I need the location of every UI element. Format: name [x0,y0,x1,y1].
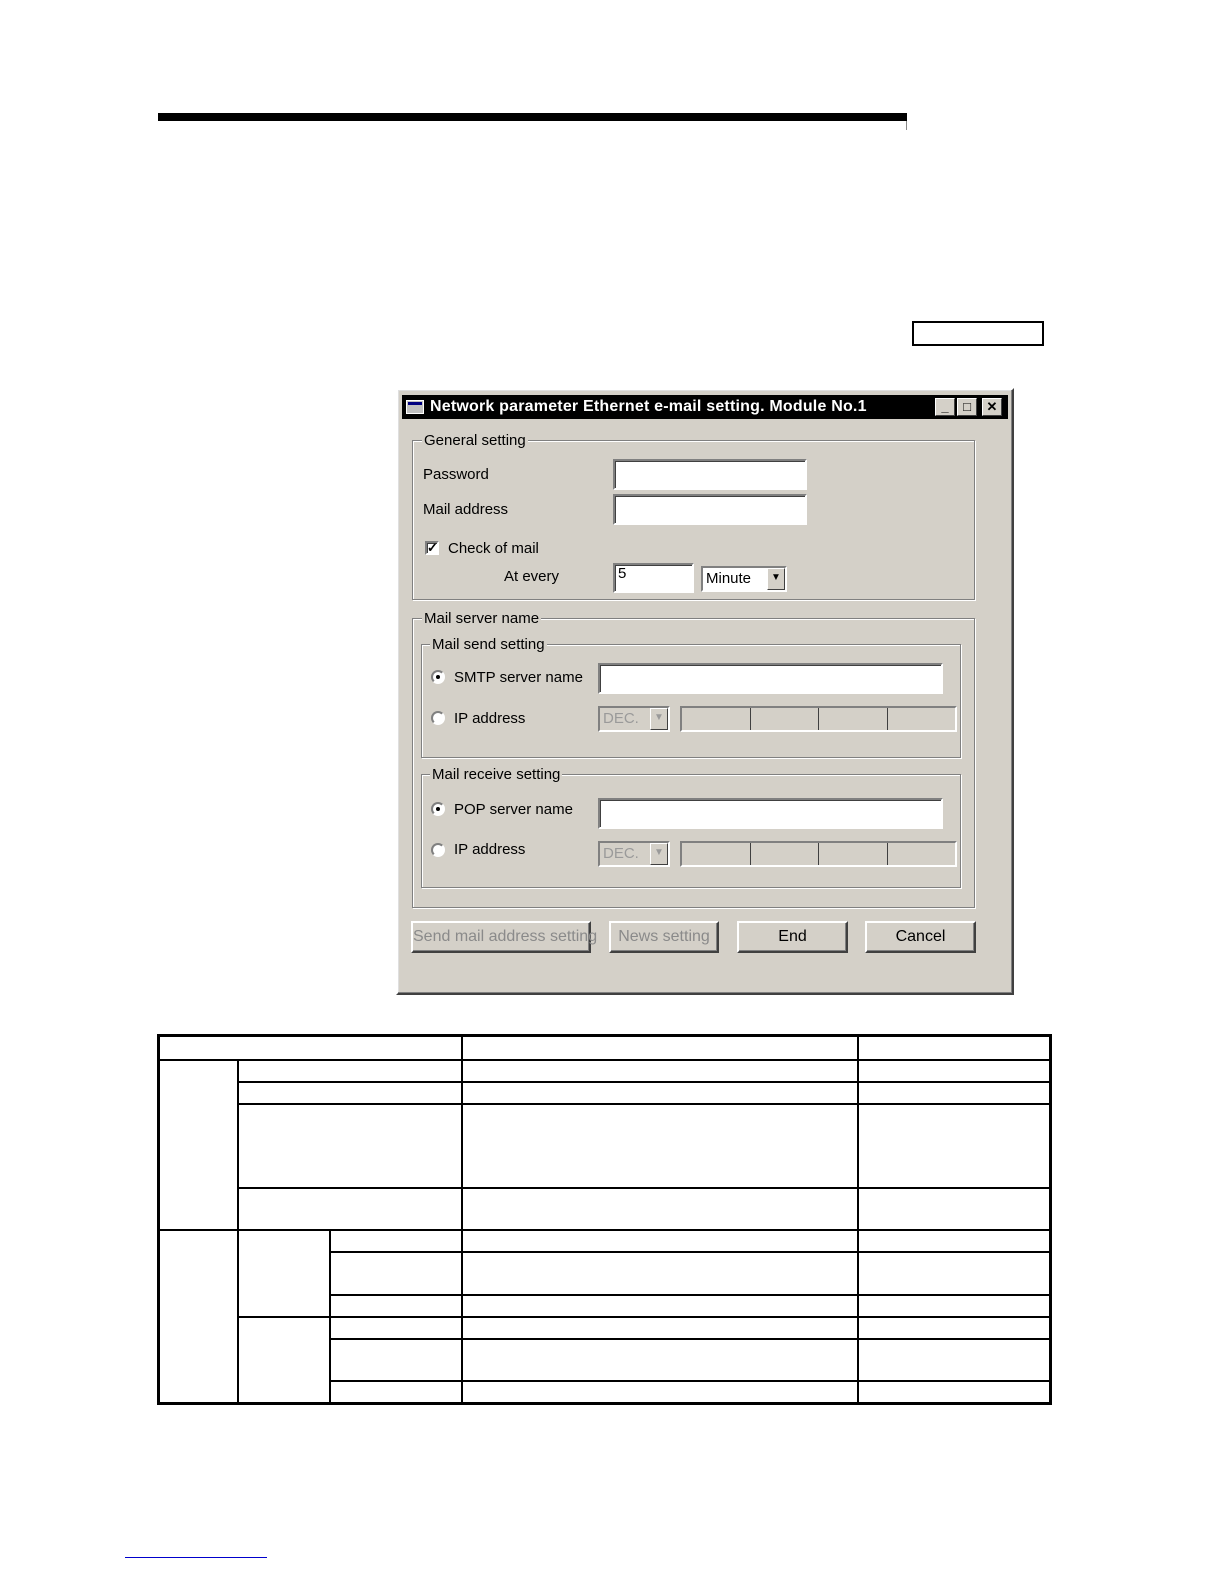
pop-server-label: POP server name [454,801,573,818]
smtp-server-field[interactable] [598,663,943,694]
chevron-down-icon[interactable]: ▼ [767,568,785,590]
table-col-line [857,1037,859,1402]
cancel-button[interactable]: Cancel [865,921,976,953]
ip-octet-1 [682,708,751,730]
mail-address-label: Mail address [423,501,509,518]
table-row-line [329,1338,1049,1340]
footer-link-underline [125,1557,267,1558]
maximize-button[interactable]: □ [957,398,977,416]
table-row-line [237,1103,1049,1105]
mail-send-setting-group [421,644,961,758]
at-every-label: At every [504,568,560,585]
smtp-server-label: SMTP server name [454,669,583,686]
ip-octet-4 [888,843,956,865]
reference-box [912,321,1044,346]
password-field[interactable] [613,459,807,490]
table-row-line [237,1081,1049,1083]
send-mail-address-setting-button[interactable]: Send mail address setting [411,921,591,953]
chevron-down-icon: ▼ [650,708,668,730]
at-every-input[interactable]: 5 [613,563,694,593]
mail-receive-setting-legend: Mail receive setting [432,766,561,783]
password-label: Password [423,466,489,483]
table-col-line [461,1037,463,1402]
pop-server-radio[interactable] [431,802,445,816]
receive-ip-address-label: IP address [454,841,526,858]
send-ip-format-select [598,706,670,732]
ip-octet-2 [751,708,820,730]
ip-octet-3 [819,843,888,865]
minimize-button[interactable]: _ [935,398,955,416]
mail-server-name-legend: Mail server name [424,610,540,627]
receive-ip-address-radio[interactable] [431,843,445,857]
end-button[interactable]: End [737,921,848,953]
ip-octet-2 [751,843,820,865]
interval-unit-value: Minute [706,570,752,587]
table-section-line [160,1229,1049,1231]
send-ip-address-radio[interactable] [431,711,445,725]
top-rule [158,113,907,121]
news-setting-button[interactable]: News setting [609,921,719,953]
ip-octet-1 [682,843,751,865]
table-row-line [237,1316,1049,1318]
table-row-line [329,1251,1049,1253]
ip-octet-3 [819,708,888,730]
table-header-line [160,1059,1049,1061]
chevron-down-icon: ▼ [650,843,668,865]
send-ip-address-label: IP address [454,710,526,727]
window-icon [406,400,424,414]
receive-ip-format-value: DEC. [603,845,639,862]
check-of-mail-label: Check of mail [448,540,539,557]
general-setting-legend: General setting [424,432,526,449]
receive-ip-format-select [598,841,670,867]
settings-table [157,1034,1052,1405]
email-setting-dialog [396,388,1014,995]
table-row-line [329,1294,1049,1296]
interval-unit-select[interactable] [701,566,787,592]
top-rule-tick [906,121,907,130]
send-ip-format-value: DEC. [603,710,639,727]
send-ip-address-field [680,706,957,732]
receive-ip-address-field [680,841,957,867]
mail-send-setting-legend: Mail send setting [432,636,545,653]
table-row-line [237,1187,1049,1189]
table-row-line [329,1380,1049,1382]
close-button[interactable]: ✕ [982,398,1002,416]
mail-address-field[interactable] [613,494,807,525]
dialog-title: Network parameter Ethernet e-mail setting. Module No.1 [430,398,867,415]
title-bar[interactable] [402,395,1008,419]
pop-server-field[interactable] [598,798,943,829]
check-of-mail-checkbox[interactable]: ✓ [427,540,438,555]
ip-octet-4 [888,708,956,730]
mail-receive-setting-group [421,774,961,888]
table-col-line [237,1060,239,1402]
smtp-server-radio[interactable] [431,670,445,684]
